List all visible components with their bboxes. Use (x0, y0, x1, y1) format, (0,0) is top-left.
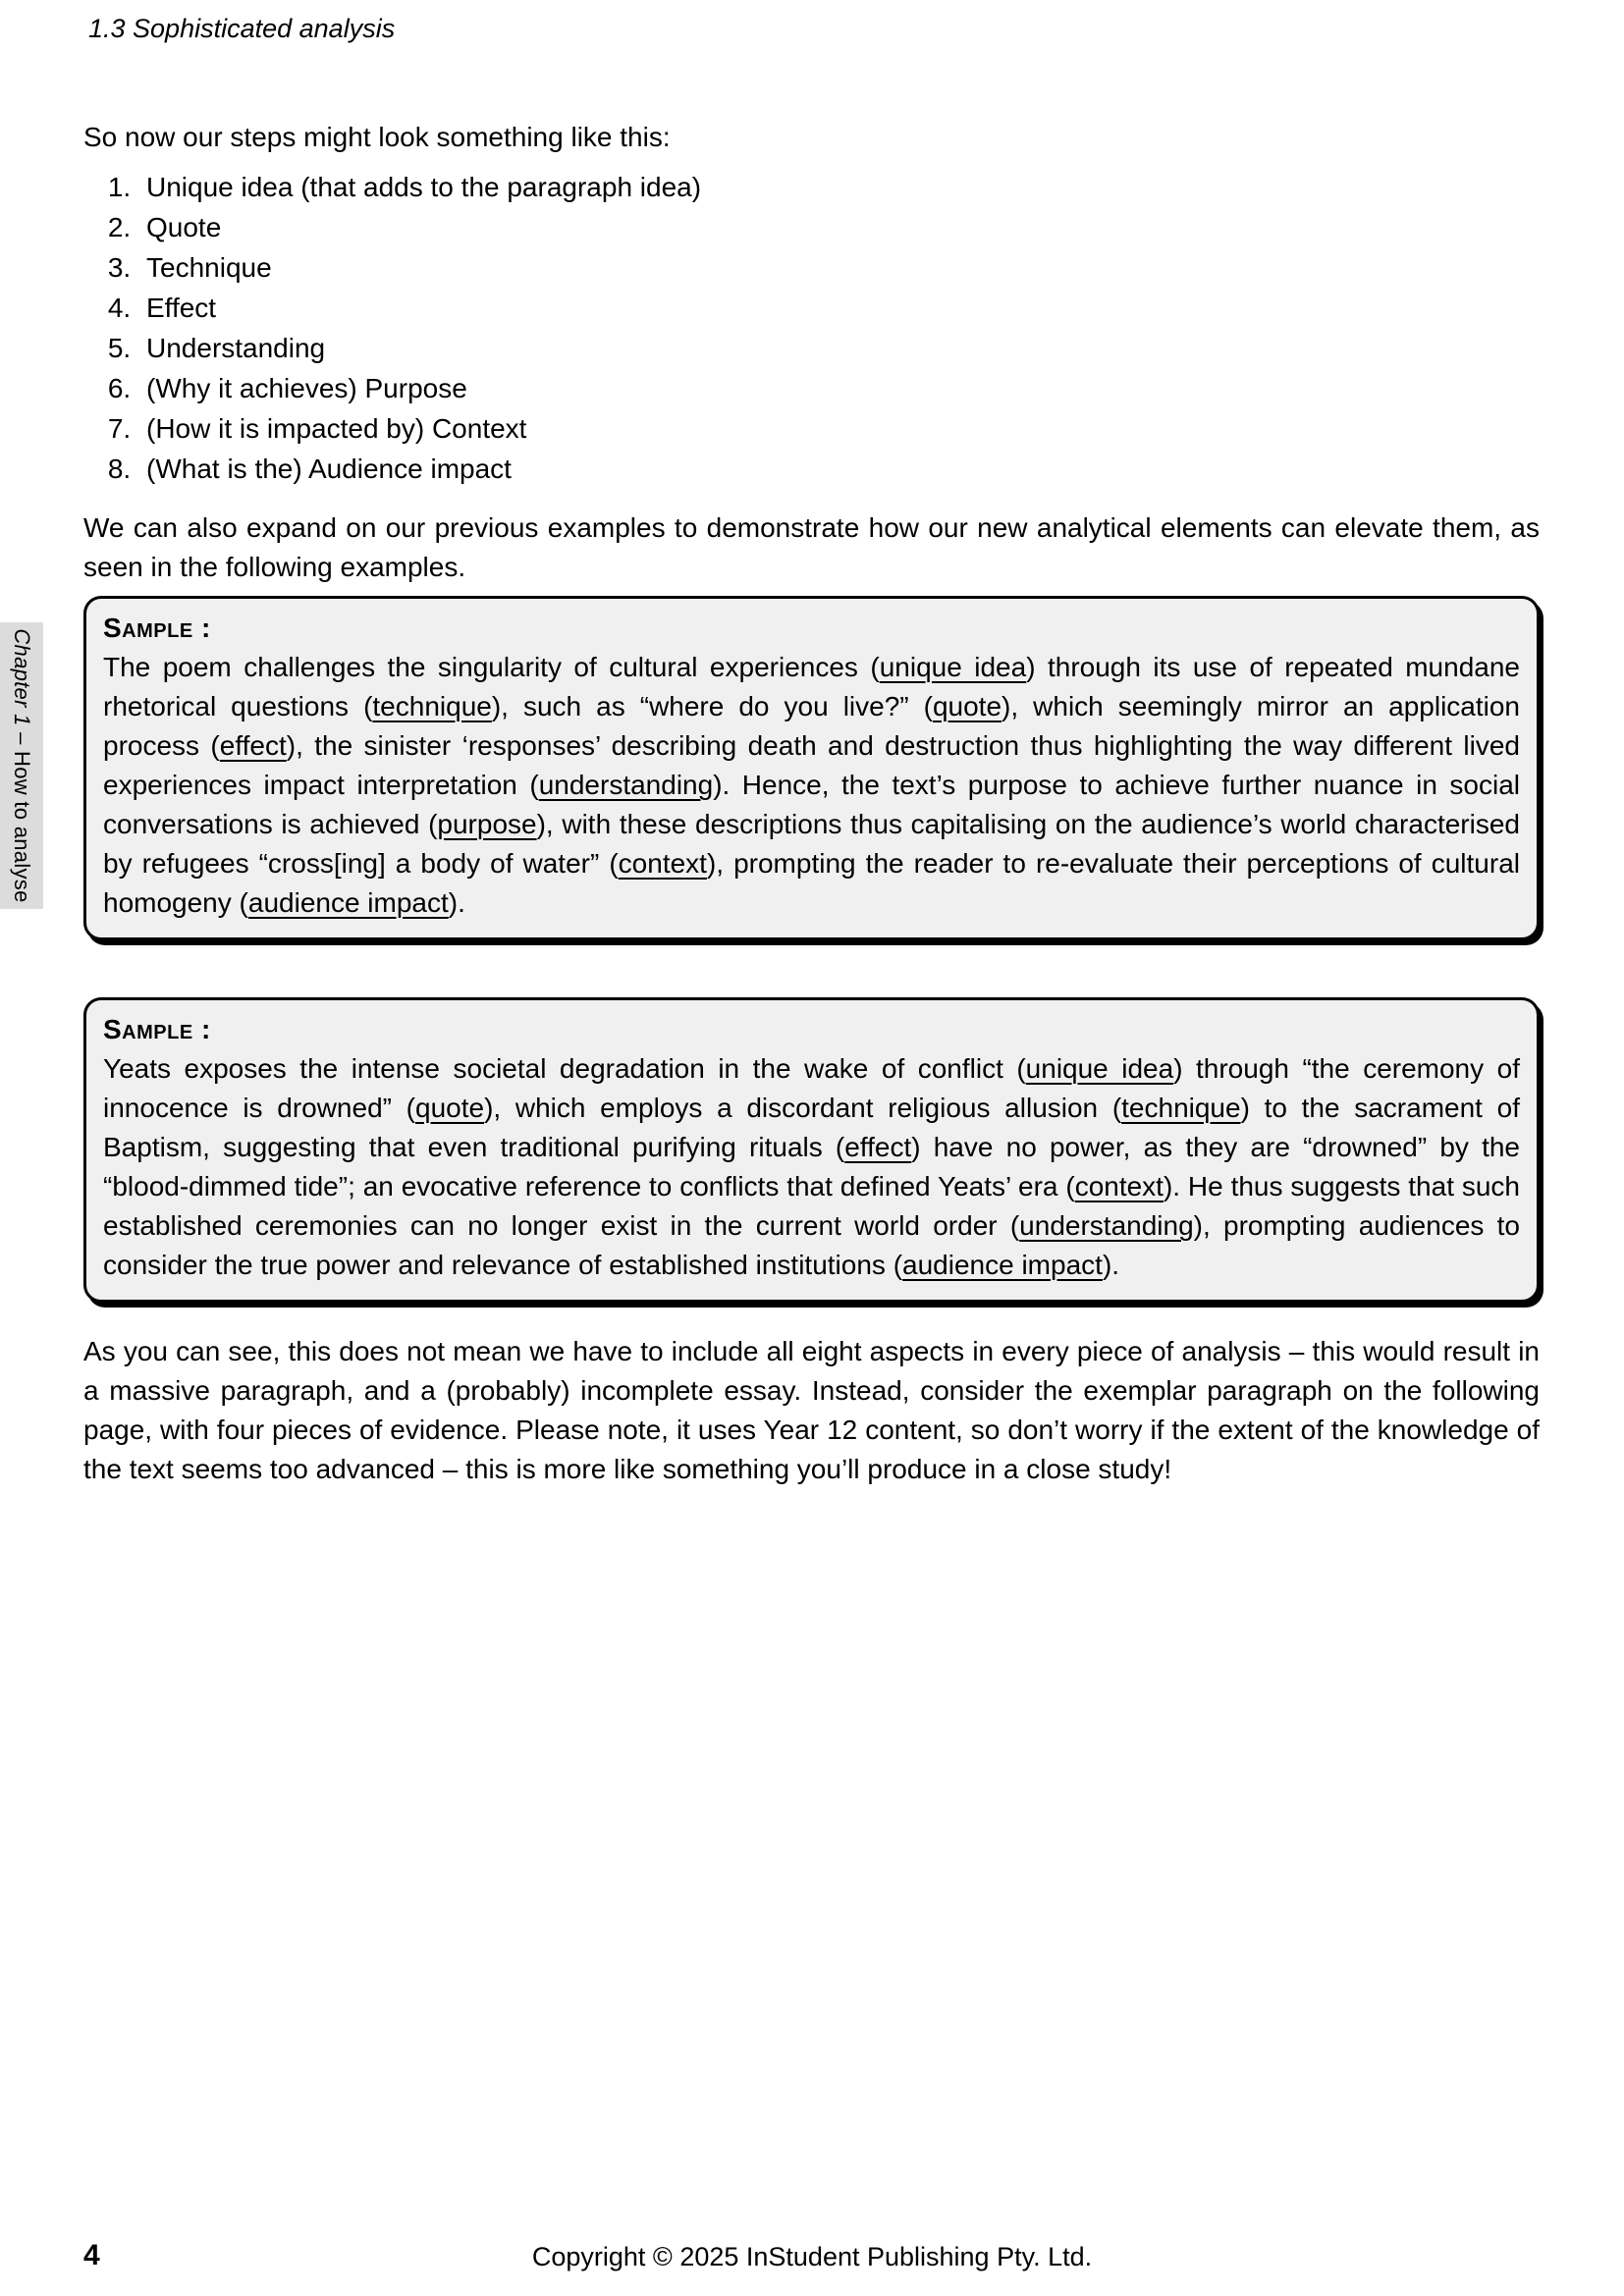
step-item: 8. (What is the) Audience impact (138, 449, 1540, 489)
step-item: 3. Technique (138, 247, 1540, 288)
underlined-term: quote (415, 1093, 485, 1123)
copyright: Copyright © 2025 InStudent Publishing Pty. Ltd. (531, 2242, 1093, 2271)
chapter-tab (0, 622, 43, 909)
main-content (83, 118, 1540, 1489)
underlined-term: context (1074, 1171, 1164, 1201)
underlined-term: context (618, 848, 707, 879)
underlined-term: effect (844, 1132, 912, 1162)
steps-list (83, 167, 1540, 489)
underlined-term: technique (1121, 1093, 1241, 1123)
underlined-term: unique idea (1025, 1053, 1174, 1084)
chapter-tab-label: Chapter 1 – How to analyse (10, 628, 34, 903)
step-item: 7. (How it is impacted by) Context (138, 408, 1540, 449)
underlined-term: understanding (538, 770, 714, 800)
underlined-term: unique idea (879, 652, 1027, 682)
underlined-term: understanding (1019, 1210, 1194, 1241)
intro-paragraph: So now our steps might look something like this: (83, 122, 671, 152)
sample-text-2: Yeats exposes the intense societal degradation in the wake of conflict (unique idea) through “the ceremony of innocence is drowned” (quote), which employs a discordant religious allusion (technique) to the sacrament of Baptism, suggesting that even traditional purifying rituals (effect) have no power, as they are “drowned” by the “blood-dimmed tide”; an evocative reference to conflicts that defined Yeats’ era (context). He thus suggests that such established ceremonies can no longer exist in the current world order (understanding), prompting audiences to consider the true power and relevance of established institutions (audience impact). (103, 1053, 1520, 1280)
expand-paragraph: We can also expand on our previous examples to demonstrate how our new analytical elements can elevate them, as seen in the following examples. (83, 512, 1540, 582)
underlined-term: purpose (437, 809, 537, 839)
section-header: 1.3 Sophisticated analysis (88, 14, 396, 43)
underlined-term: effect (219, 730, 287, 761)
step-item: 6. (Why it achieves) Purpose (138, 368, 1540, 408)
underlined-term: quote (932, 691, 1002, 721)
step-item: 5. Understanding (138, 328, 1540, 368)
underlined-term: audience impact (247, 887, 449, 918)
step-item: 4. Effect (138, 288, 1540, 328)
closing-paragraph: As you can see, this does not mean we have to include all eight aspects in every piece of analysis – this would result in a massive paragraph, and a (probably) incomplete essay. Instead, consider the exemplar paragraph on the following page, with four pieces of evidence. Please note, it uses Year 12 content, so don’t worry if the extent of the knowledge of the text seems too advanced – this is more like something you’ll produce in a close study! (83, 1336, 1540, 1484)
sample-box-2 (83, 997, 1540, 1303)
sample-box-1 (83, 596, 1540, 940)
sample-label-2: Sample : (103, 1014, 211, 1044)
sample-text-1: The poem challenges the singularity of cultural experiences (unique idea) through its use of repeated mundane rhetorical questions (technique), such as “where do you live?” (quote), which seemingly mirror an application process (effect), the sinister ‘responses’ describing death and destruction thus highlighting the way different lived experiences impact interpretation (understanding). Hence, the text’s purpose to achieve further nuance in social conversations is achieved (purpose), with these descriptions thus capitalising on the audience’s world characterised by refugees “cross[ing] a body of water” (context), prompting the reader to re-evaluate their perceptions of cultural homogeny (audience impact). (103, 652, 1521, 918)
underlined-term: audience impact (902, 1250, 1103, 1280)
underlined-term: technique (372, 691, 492, 721)
page-number: 4 (83, 2239, 100, 2271)
step-item: 1. Unique idea (that adds to the paragraph idea) (138, 167, 1540, 207)
step-item: 2. Quote (138, 207, 1540, 247)
sample-label-1: Sample : (103, 613, 211, 643)
